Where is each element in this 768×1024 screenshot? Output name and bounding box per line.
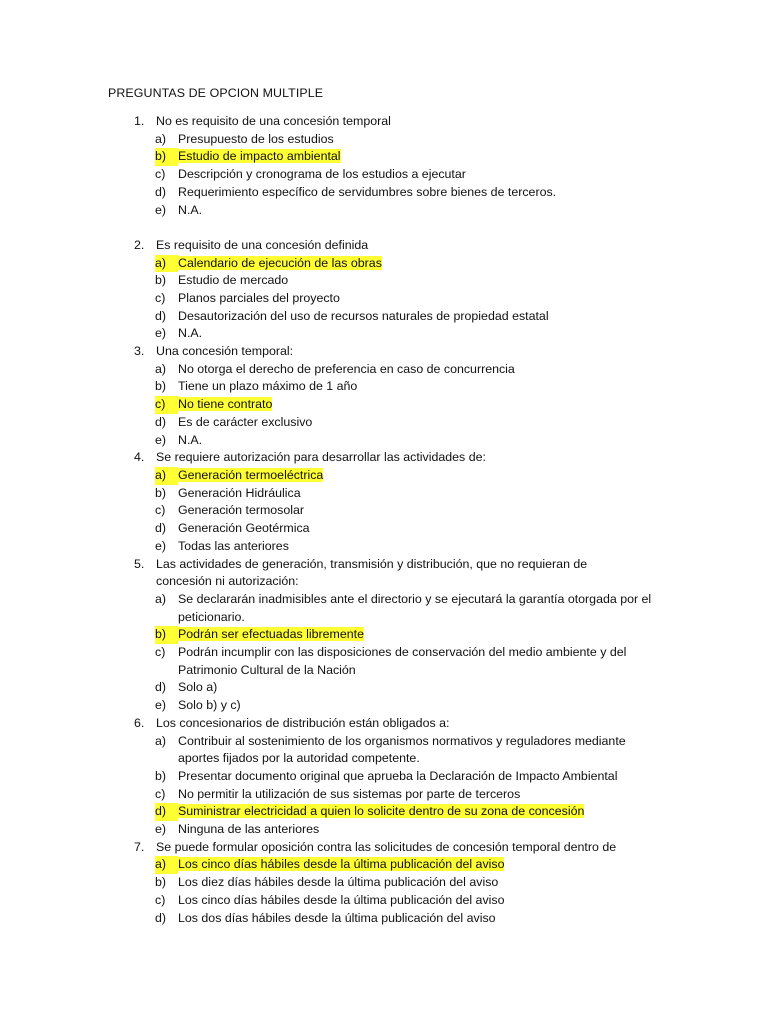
option-letter: b): [155, 273, 167, 288]
option-text-wrapper: [178, 821, 658, 839]
question-number: 2.: [134, 237, 145, 252]
question-number: 1.: [134, 114, 145, 128]
option-text-wrapper: [178, 892, 658, 910]
option-item: [0, 786, 768, 804]
option-letter: d): [155, 184, 167, 199]
option-text-wrapper: [178, 644, 658, 679]
question-header: [0, 556, 768, 591]
option-letter: e): [155, 698, 167, 713]
option-letter: b): [155, 626, 178, 644]
option-text-wrapper: [178, 538, 658, 556]
option-text: No permitir la utilización de sus sistemas por parte de terceros: [178, 786, 521, 801]
option-letter: e): [155, 432, 167, 447]
option-letter: d): [155, 680, 167, 695]
option-letter: a): [155, 255, 178, 273]
option-item: [0, 697, 768, 715]
option-correct-answer: [0, 626, 768, 644]
option-item: [0, 361, 768, 379]
option-text-wrapper: [178, 626, 658, 644]
option-text: Contribuir al sostenimiento de los organismos normativos y reguladores mediante aportes fijados por la autoridad competente.: [178, 733, 626, 766]
option-letter: a): [155, 733, 167, 748]
option-letter: d): [155, 803, 178, 821]
question-header: [0, 449, 768, 467]
option-text: Calendario de ejecución de las obras: [178, 255, 382, 270]
option-text: N.A.: [178, 432, 203, 447]
option-text-wrapper: [178, 361, 658, 379]
option-text: N.A.: [178, 202, 203, 217]
option-text-wrapper: [178, 485, 658, 503]
question-number: 4.: [134, 450, 145, 465]
option-item: [0, 679, 768, 697]
option-text-wrapper: [178, 396, 658, 414]
option-text: No tiene contrato: [178, 397, 273, 412]
option-text: Desautorización del uso de recursos naturales de propiedad estatal: [178, 308, 549, 323]
option-text: Generación termoeléctrica: [178, 467, 324, 482]
option-text: Podrán incumplir con las disposiciones de conservación del medio ambiente y del Patrimonio Cultural de la Nación: [178, 645, 627, 677]
option-text: Estudio de impacto ambiental: [178, 149, 341, 164]
option-item: [0, 768, 768, 786]
option-text: Los diez días hábiles desde la última publicación del aviso: [178, 875, 499, 890]
question-number: 3.: [134, 344, 145, 359]
question-text: No es requisito de una concesión temporal: [156, 114, 391, 128]
option-text-wrapper: [178, 308, 658, 326]
option-text: Presentar documento original que aprueba la Declaración de Impacto Ambiental: [178, 768, 618, 783]
option-text-wrapper: [178, 414, 658, 432]
question-item: [0, 839, 768, 928]
option-letter: e): [155, 202, 167, 217]
option-letter: c): [155, 892, 166, 907]
option-letter: b): [155, 768, 167, 783]
option-letter: c): [155, 645, 166, 659]
question-text: Se requiere autorización para desarrollar las actividades de:: [156, 450, 486, 465]
option-text: Ninguna de las anteriores: [178, 822, 320, 837]
option-text-wrapper: [178, 166, 658, 184]
option-text-wrapper: [178, 378, 658, 396]
option-text-wrapper: [178, 290, 658, 308]
option-letter: d): [155, 308, 167, 323]
option-item: [0, 538, 768, 556]
option-text: Los dos días hábiles desde la última publicación del aviso: [178, 910, 496, 925]
question-item: [0, 237, 768, 343]
option-text-wrapper: [178, 325, 658, 343]
option-correct-answer: [0, 803, 768, 821]
option-text: Solo a): [178, 680, 218, 695]
question-list: [0, 113, 768, 927]
option-text: Descripción y cronograma de los estudios a ejecutar: [178, 167, 466, 182]
option-item: [0, 184, 768, 202]
option-item: [0, 910, 768, 928]
option-text: Generación Geotérmica: [178, 521, 310, 536]
option-text: Estudio de mercado: [178, 273, 289, 288]
option-text-wrapper: [178, 520, 658, 538]
option-text-wrapper: [178, 502, 658, 520]
question-header: [0, 343, 768, 361]
option-text-wrapper: [178, 733, 658, 768]
option-text: No otorga el derecho de preferencia en caso de concurrencia: [178, 361, 515, 376]
option-text-wrapper: [178, 467, 658, 485]
option-letter: c): [155, 167, 166, 182]
option-letter: b): [155, 148, 178, 166]
option-letter: a): [155, 591, 167, 606]
option-letter: b): [155, 875, 167, 890]
question-item: [0, 556, 768, 715]
option-text: Se declararán inadmisibles ante el directorio y se ejecutará la garantía otorgada por el peticionario.: [178, 591, 652, 624]
option-correct-answer: [0, 396, 768, 414]
option-letter: a): [155, 361, 167, 376]
option-correct-answer: [0, 856, 768, 874]
option-text: Tiene un plazo máximo de 1 año: [178, 379, 358, 394]
option-item: [0, 378, 768, 396]
question-text: Es requisito de una concesión definida: [156, 237, 369, 252]
option-item: [0, 520, 768, 538]
option-text-wrapper: [178, 910, 658, 928]
question-header: [0, 113, 768, 131]
option-text: Planos parciales del proyecto: [178, 290, 340, 305]
option-text-wrapper: [178, 272, 658, 290]
option-correct-answer: [0, 467, 768, 485]
option-text-wrapper: [178, 874, 658, 892]
option-text: Los cinco días hábiles desde la última publicación del aviso: [178, 857, 505, 872]
option-text: Todas las anteriores: [178, 538, 289, 553]
option-letter: a): [155, 131, 167, 146]
option-letter: e): [155, 326, 167, 341]
option-correct-answer: [0, 148, 768, 166]
option-text: Solo b) y c): [178, 698, 241, 713]
option-text: N.A.: [178, 326, 203, 341]
option-item: [0, 485, 768, 503]
question-item: [0, 449, 768, 555]
question-header: [0, 237, 768, 255]
question-item: [0, 715, 768, 839]
page-title: PREGUNTAS DE OPCION MULTIPLE: [108, 86, 324, 100]
option-text-wrapper: [178, 255, 658, 273]
option-item: [0, 892, 768, 910]
option-letter: b): [155, 485, 167, 500]
option-letter: c): [155, 396, 178, 414]
option-text-wrapper: [178, 131, 658, 149]
option-letter: d): [155, 521, 167, 536]
option-item: [0, 644, 768, 679]
question-text: Los concesionarios de distribución están obligados a:: [156, 715, 450, 730]
option-item: [0, 272, 768, 290]
option-letter: d): [155, 910, 167, 925]
option-item: [0, 308, 768, 326]
option-item: [0, 202, 768, 220]
question-number: 7.: [134, 839, 145, 854]
option-item: [0, 290, 768, 308]
option-text-wrapper: [178, 803, 658, 821]
option-text: Generación termosolar: [178, 503, 305, 518]
option-item: [0, 414, 768, 432]
option-letter: c): [155, 290, 166, 305]
option-text-wrapper: [178, 202, 658, 220]
option-item: [0, 166, 768, 184]
question-header: [0, 839, 768, 857]
option-letter: e): [155, 822, 167, 837]
question-text: Se puede formular oposición contra las solicitudes de concesión temporal dentro de: [156, 839, 617, 854]
option-text: Podrán ser efectuadas libremente: [178, 627, 364, 642]
option-text-wrapper: [178, 591, 658, 626]
option-text: Es de carácter exclusivo: [178, 414, 313, 429]
option-text-wrapper: [178, 856, 658, 874]
option-text: Generación Hidráulica: [178, 485, 301, 500]
option-correct-answer: [0, 255, 768, 273]
option-letter: e): [155, 538, 167, 553]
option-letter: c): [155, 503, 166, 518]
option-item: [0, 432, 768, 450]
question-item: [0, 343, 768, 449]
option-text-wrapper: [178, 768, 658, 786]
option-text-wrapper: [178, 432, 658, 450]
option-letter: d): [155, 414, 167, 429]
option-letter: a): [155, 856, 178, 874]
option-text: Presupuesto de los estudios: [178, 131, 334, 146]
option-item: [0, 131, 768, 149]
option-letter: c): [155, 786, 166, 801]
question-item: [0, 113, 768, 219]
option-item: [0, 591, 768, 626]
option-item: [0, 325, 768, 343]
option-text-wrapper: [178, 148, 658, 166]
option-item: [0, 502, 768, 520]
option-letter: b): [155, 379, 167, 394]
question-header: [0, 715, 768, 733]
option-text: Los cinco días hábiles desde la última publicación del aviso: [178, 892, 505, 907]
option-item: [0, 821, 768, 839]
option-item: [0, 733, 768, 768]
option-text: Requerimiento específico de servidumbres sobre bienes de terceros.: [178, 184, 557, 199]
question-text: Las actividades de generación, transmisión y distribución, que no requieran de concesión ni autorización:: [156, 556, 588, 589]
option-text-wrapper: [178, 697, 658, 715]
option-text: Suministrar electricidad a quien lo solicite dentro de su zona de concesión: [178, 804, 585, 819]
question-text: Una concesión temporal:: [156, 344, 294, 359]
option-letter: a): [155, 467, 178, 485]
question-number: 6.: [134, 715, 145, 730]
spacer: [0, 219, 768, 237]
option-item: [0, 874, 768, 892]
question-number: 5.: [134, 556, 145, 571]
option-text-wrapper: [178, 184, 658, 202]
option-text-wrapper: [178, 786, 658, 804]
option-text-wrapper: [178, 679, 658, 697]
